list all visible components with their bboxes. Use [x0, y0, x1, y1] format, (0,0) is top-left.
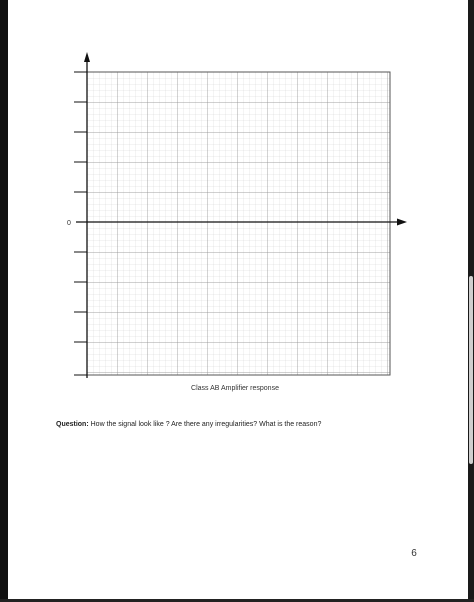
- graph-caption: Class AB Amplifier response: [191, 385, 279, 392]
- y-ticks: [74, 72, 87, 375]
- scrollbar-thumb[interactable]: [469, 276, 473, 464]
- question-text: [56, 421, 456, 428]
- question-body: How the signal look like ? Are there any irregularities? What is the reason?: [90, 421, 322, 428]
- origin-label: 0: [67, 220, 71, 227]
- grid-area: [87, 72, 390, 375]
- y-axis-arrow: [84, 52, 90, 62]
- x-axis-arrow: [397, 219, 407, 226]
- question-label: Question:: [56, 421, 89, 428]
- page-number: 6: [411, 548, 417, 559]
